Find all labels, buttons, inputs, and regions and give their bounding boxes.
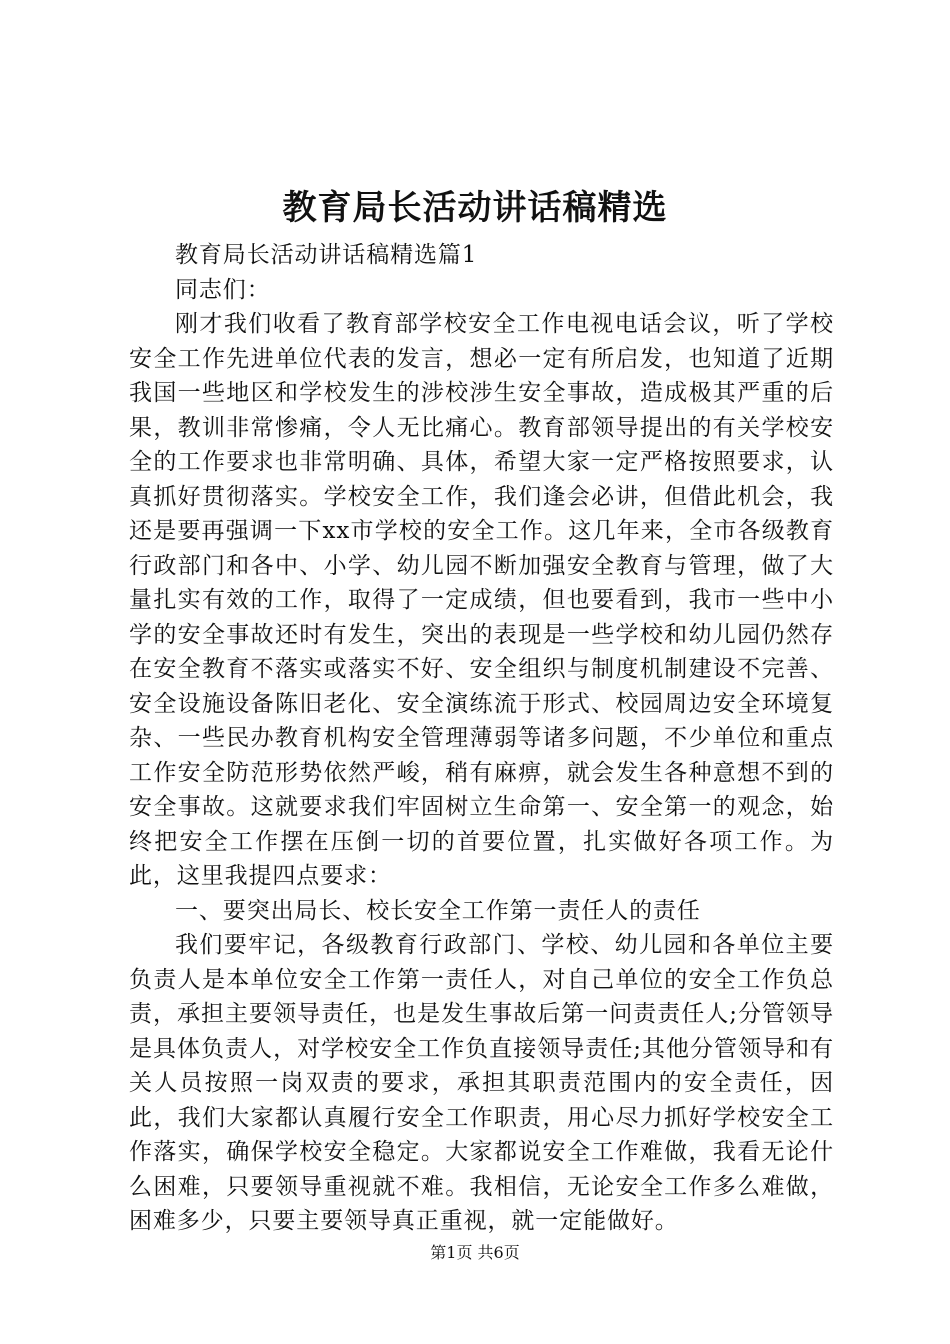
body-paragraph: 刚才我们收看了教育部学校安全工作电视电话会议，听了学校安全工作先进单位代表的发言，想必一定有所启发，也知道了近期我国一些地区和学校发生的涉校涉生安全事故，造成极其严重的后果，教训非常惨痛，令人无比痛心。教育部领导提出的有关学校安全的工作要求也非常明确、具体，希望大家一定严格按照要求，认真抓好贯彻落实。学校安全工作，我们逢会必讲，但借此机会，我还是要再强调一下xx市学校的安全工作。这几年来，全市各级教育行政部门和各中、小学、幼儿园不断加强安全教育与管理，做了大量扎实有效的工作，取得了一定成绩，但也要看到，我市一些中小学的安全事故还时有发生，突出的表现是一些学校和幼儿园仍然存在安全教育不落实或落实不好、安全组织与制度机制建设不完善、安全设施设备陈旧老化、安全演练流于形式、校园周边安全环境复杂、一些民办教育机构安全管理薄弱等诸多问题，不少单位和重点工作安全防范形势依然严峻，稍有麻痹，就会发生各种意想不到的安全事故。这就要求我们牢固树立生命第一、安全第一的观念，始终把安全工作摆在压倒一切的首要位置，扎实做好各项工作。为此，这里我提四点要求： <box>129 311 834 889</box>
salutation: 同志们： <box>175 276 271 303</box>
body-paragraph: 我们要牢记，各级教育行政部门、学校、幼儿园和各单位主要负责人是本单位安全工作第一责任人，对自己单位的安全工作负总责，承担主要领导责任，也是发生事故后第一问责责任人;分管领导是具体负责人，对学校安全工作负直接领导责任;其他分管领导和有关人员按照一岗双责的要求，承担其职责范围内的安全责任，因此，我们大家都认真履行安全工作职责，用心尽力抓好学校安全工作落实，确保学校安全稳定。大家都说安全工作难做，我看无论什么困难，只要领导重视就不难。我相信，无论安全工作多么难做，困难多少，只要主要领导真正重视，就一定能做好。 <box>129 932 834 1234</box>
document-body <box>129 238 834 1239</box>
page-footer: 第1页 共6页 <box>430 1243 520 1262</box>
section-heading: 教育局长活动讲话稿精选篇1 <box>175 242 478 268</box>
point-heading: 一、要突出局长、校长安全工作第一责任人的责任 <box>175 897 701 924</box>
document-title: 教育局长活动讲话稿精选 <box>282 188 668 228</box>
